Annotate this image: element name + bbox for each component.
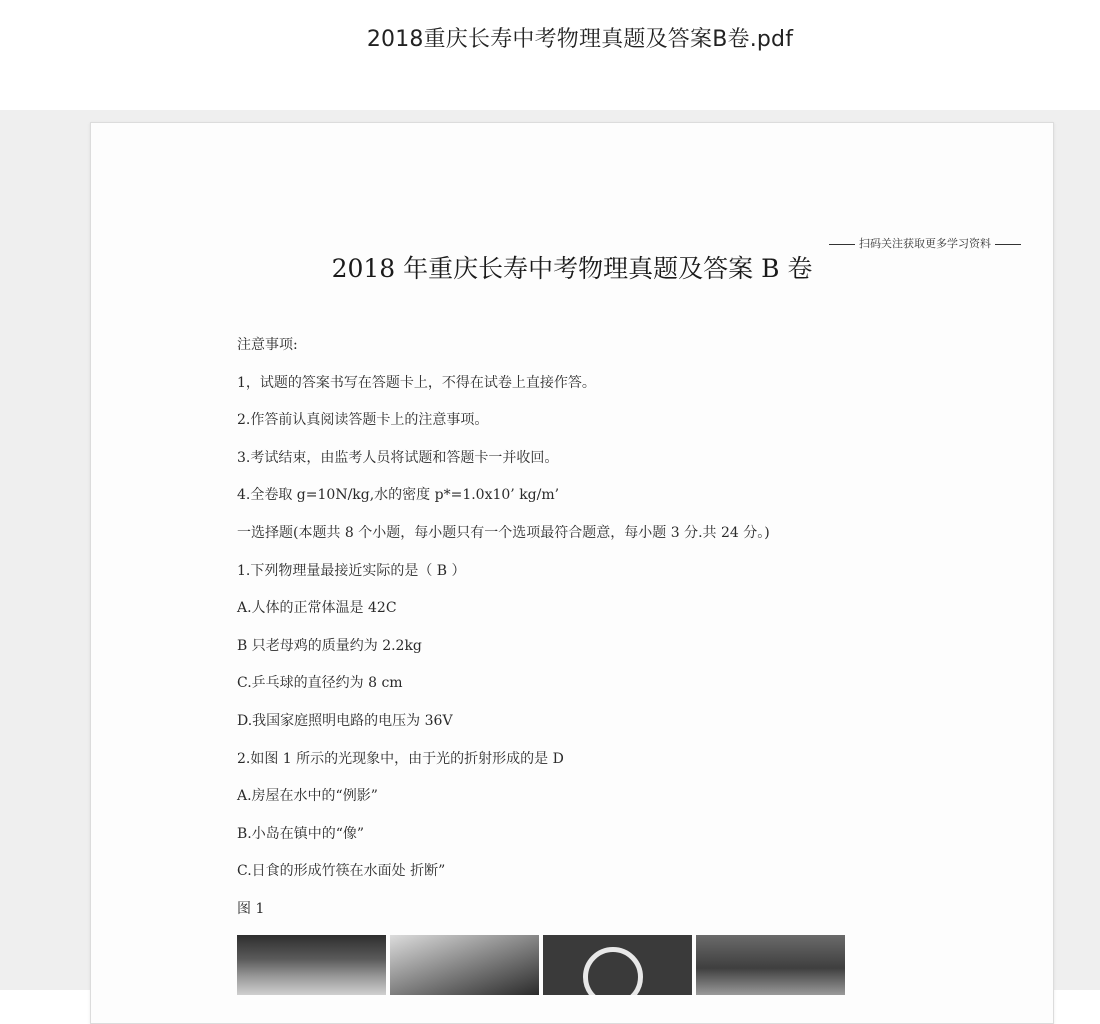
file-title: 2018重庆长寿中考物理真题及答案B卷.pdf [366, 27, 794, 52]
notice-heading: 注意事项: [237, 337, 298, 353]
watermark-dash-right [995, 244, 1021, 245]
option-2b: B.小岛在镇中的“像” [237, 825, 365, 842]
notice-item-2: 2.作答前认真阅读答题卡上的注意事项。 [237, 412, 489, 429]
question-1: 1.下列物理量最接近实际的是（ B ） [237, 562, 466, 579]
title-bar [0, 0, 1100, 110]
watermark-text: 扫码关注获取更多学习资料 [859, 237, 991, 250]
notice-item-3: 3.考试结束，由监考人员将试题和答题卡一并收回。 [237, 449, 559, 466]
section-heading: 一选择题(本题共 8 个小题，每小题只有一个选项最符合题意，每小题 3 分.共 24 分。) [237, 524, 770, 541]
figure-photo-eclipse [543, 935, 692, 995]
watermark-dash-left [829, 244, 855, 245]
figure-photo-island [390, 935, 539, 995]
option-2a: A.房屋在水中的“例影” [237, 788, 378, 805]
option-1a: A.人体的正常体温是 42C [237, 600, 397, 617]
pdf-page [90, 122, 1054, 1024]
document-title: 2018 年重庆长寿中考物理真题及答案 B 卷 [331, 254, 813, 283]
option-1b: B 只老母鸡的质量约为 2.2kg [237, 637, 422, 654]
figure-photo-chopsticks [696, 935, 845, 995]
figure-1-photos [237, 935, 845, 995]
notice-item-1: 1，试题的答案书写在答题卡上，不得在试卷上直接作答。 [237, 374, 596, 391]
option-1d: D.我国家庭照明电路的电压为 36V [237, 712, 453, 729]
question-2: 2.如图 1 所示的光现象中，由于光的折射形成的是 D [237, 750, 564, 767]
option-1c: C.乒乓球的直径约为 8 cm [237, 675, 403, 692]
notice-item-4: 4.全卷取 g=10N/kg,水的密度 p*=1.0x10’ kg/m’ [237, 487, 560, 504]
figure-caption: 图 1 [237, 900, 265, 917]
figure-photo-house-reflection [237, 935, 386, 995]
option-2c: C.日食的形成竹筷在水面处 折断” [237, 863, 446, 880]
document-body [237, 335, 1017, 937]
